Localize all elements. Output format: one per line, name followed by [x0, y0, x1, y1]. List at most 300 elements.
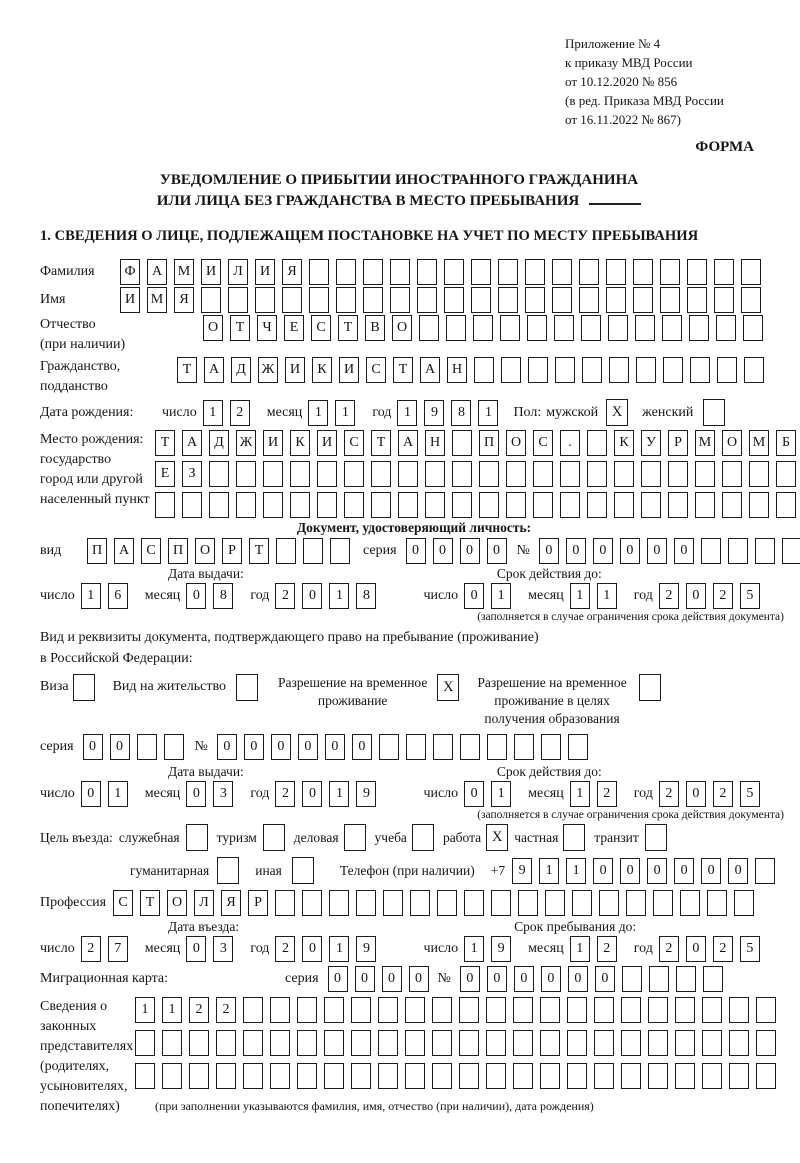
form-cell[interactable]: С — [366, 357, 386, 383]
form-cell[interactable] — [717, 357, 737, 383]
form-cell[interactable] — [567, 997, 587, 1023]
form-cell[interactable]: 8 — [451, 400, 471, 426]
form-cell[interactable]: 1 — [308, 400, 328, 426]
form-cell[interactable]: Т — [393, 357, 413, 383]
form-cell[interactable] — [189, 1030, 209, 1056]
form-cell[interactable] — [398, 461, 418, 487]
form-cell[interactable]: Д — [209, 430, 229, 456]
form-cell[interactable]: 0 — [302, 936, 322, 962]
form-cell[interactable]: П — [168, 538, 188, 564]
form-cell[interactable] — [452, 461, 472, 487]
purpose-study-checkbox[interactable] — [412, 824, 434, 851]
form-cell[interactable]: С — [533, 430, 553, 456]
form-cell[interactable] — [486, 1063, 506, 1089]
visa-checkbox[interactable] — [73, 674, 95, 701]
form-cell[interactable] — [417, 259, 437, 285]
form-cell[interactable]: 2 — [81, 936, 101, 962]
form-cell[interactable] — [594, 997, 614, 1023]
form-cell[interactable] — [680, 890, 700, 916]
form-cell[interactable]: 6 — [108, 583, 128, 609]
form-cell[interactable]: В — [365, 315, 385, 341]
form-cell[interactable]: 0 — [487, 966, 507, 992]
form-cell[interactable]: Л — [228, 259, 248, 285]
form-cell[interactable] — [379, 734, 399, 760]
residence-permit-checkbox[interactable] — [236, 674, 258, 701]
form-cell[interactable]: Н — [447, 357, 467, 383]
form-cell[interactable] — [755, 858, 775, 884]
form-cell[interactable] — [540, 1063, 560, 1089]
form-cell[interactable]: 0 — [298, 734, 318, 760]
form-cell[interactable]: 1 — [329, 936, 349, 962]
form-cell[interactable] — [137, 734, 157, 760]
form-cell[interactable] — [486, 997, 506, 1023]
form-cell[interactable] — [459, 997, 479, 1023]
form-cell[interactable] — [527, 315, 547, 341]
form-cell[interactable] — [734, 890, 754, 916]
form-cell[interactable] — [479, 492, 499, 518]
form-cell[interactable]: 0 — [620, 538, 640, 564]
form-cell[interactable]: 1 — [597, 583, 617, 609]
form-cell[interactable] — [378, 1063, 398, 1089]
purpose-official-checkbox[interactable] — [186, 824, 208, 851]
form-cell[interactable] — [371, 461, 391, 487]
form-cell[interactable] — [317, 492, 337, 518]
form-cell[interactable] — [545, 890, 565, 916]
form-cell[interactable] — [270, 1030, 290, 1056]
female-checkbox[interactable] — [703, 399, 725, 426]
form-cell[interactable]: 0 — [674, 858, 694, 884]
form-cell[interactable]: А — [182, 430, 202, 456]
form-cell[interactable] — [649, 966, 669, 992]
form-cell[interactable] — [614, 461, 634, 487]
form-cell[interactable]: 0 — [271, 734, 291, 760]
form-cell[interactable] — [533, 461, 553, 487]
form-cell[interactable]: 2 — [275, 781, 295, 807]
form-cell[interactable]: 0 — [541, 966, 561, 992]
purpose-humanitarian-checkbox[interactable] — [217, 857, 239, 884]
form-cell[interactable]: 1 — [135, 997, 155, 1023]
form-cell[interactable]: Е — [284, 315, 304, 341]
form-cell[interactable] — [330, 538, 350, 564]
form-cell[interactable] — [425, 492, 445, 518]
form-cell[interactable] — [433, 734, 453, 760]
form-cell[interactable]: Н — [425, 430, 445, 456]
form-cell[interactable] — [579, 259, 599, 285]
form-cell[interactable] — [479, 461, 499, 487]
form-cell[interactable] — [275, 890, 295, 916]
form-cell[interactable]: Ф — [120, 259, 140, 285]
form-cell[interactable] — [782, 538, 800, 564]
form-cell[interactable] — [309, 287, 329, 313]
form-cell[interactable]: 0 — [514, 966, 534, 992]
form-cell[interactable]: 1 — [108, 781, 128, 807]
form-cell[interactable]: 0 — [244, 734, 264, 760]
form-cell[interactable] — [501, 357, 521, 383]
form-cell[interactable] — [270, 997, 290, 1023]
form-cell[interactable]: А — [420, 357, 440, 383]
form-cell[interactable]: 1 — [478, 400, 498, 426]
form-cell[interactable] — [675, 997, 695, 1023]
form-cell[interactable]: 0 — [302, 583, 322, 609]
form-cell[interactable]: 2 — [275, 583, 295, 609]
form-cell[interactable]: Т — [249, 538, 269, 564]
form-cell[interactable]: О — [722, 430, 742, 456]
form-cell[interactable]: 0 — [686, 781, 706, 807]
form-cell[interactable]: И — [255, 259, 275, 285]
form-cell[interactable] — [425, 461, 445, 487]
form-cell[interactable]: 1 — [570, 936, 590, 962]
form-cell[interactable] — [552, 287, 572, 313]
form-cell[interactable]: К — [290, 430, 310, 456]
form-cell[interactable] — [707, 890, 727, 916]
form-cell[interactable] — [690, 357, 710, 383]
form-cell[interactable]: 0 — [217, 734, 237, 760]
form-cell[interactable] — [756, 997, 776, 1023]
form-cell[interactable] — [648, 1063, 668, 1089]
form-cell[interactable] — [209, 492, 229, 518]
form-cell[interactable]: Д — [231, 357, 251, 383]
form-cell[interactable]: 9 — [424, 400, 444, 426]
form-cell[interactable] — [702, 1030, 722, 1056]
form-cell[interactable] — [676, 966, 696, 992]
form-cell[interactable] — [255, 287, 275, 313]
form-cell[interactable] — [324, 1063, 344, 1089]
form-cell[interactable]: 0 — [568, 966, 588, 992]
form-cell[interactable]: 2 — [713, 583, 733, 609]
form-cell[interactable]: 0 — [595, 966, 615, 992]
form-cell[interactable]: 0 — [674, 538, 694, 564]
form-cell[interactable] — [164, 734, 184, 760]
form-cell[interactable] — [513, 1063, 533, 1089]
form-cell[interactable]: 2 — [659, 781, 679, 807]
purpose-work-checkbox[interactable]: X — [486, 824, 508, 851]
form-cell[interactable] — [749, 461, 769, 487]
purpose-private-checkbox[interactable] — [563, 824, 585, 851]
form-cell[interactable]: 2 — [597, 936, 617, 962]
form-cell[interactable]: Ж — [258, 357, 278, 383]
form-cell[interactable]: 0 — [686, 583, 706, 609]
form-cell[interactable] — [162, 1030, 182, 1056]
form-cell[interactable] — [744, 357, 764, 383]
form-cell[interactable] — [464, 890, 484, 916]
form-cell[interactable] — [419, 315, 439, 341]
form-cell[interactable]: 8 — [356, 583, 376, 609]
form-cell[interactable] — [209, 461, 229, 487]
form-cell[interactable] — [555, 357, 575, 383]
form-cell[interactable]: 1 — [397, 400, 417, 426]
form-cell[interactable]: 8 — [213, 583, 233, 609]
form-cell[interactable]: 2 — [597, 781, 617, 807]
form-cell[interactable] — [668, 461, 688, 487]
form-cell[interactable]: 0 — [460, 538, 480, 564]
form-cell[interactable]: Б — [776, 430, 796, 456]
form-cell[interactable]: О — [392, 315, 412, 341]
form-cell[interactable]: 1 — [566, 858, 586, 884]
form-cell[interactable]: 0 — [460, 966, 480, 992]
form-cell[interactable]: 0 — [539, 538, 559, 564]
form-cell[interactable]: 0 — [186, 936, 206, 962]
form-cell[interactable] — [336, 259, 356, 285]
form-cell[interactable] — [668, 492, 688, 518]
form-cell[interactable]: М — [174, 259, 194, 285]
form-cell[interactable]: 2 — [189, 997, 209, 1023]
form-cell[interactable]: 1 — [491, 583, 511, 609]
form-cell[interactable] — [303, 538, 323, 564]
form-cell[interactable] — [473, 315, 493, 341]
form-cell[interactable] — [189, 1063, 209, 1089]
form-cell[interactable] — [525, 287, 545, 313]
form-cell[interactable] — [722, 492, 742, 518]
form-cell[interactable]: У — [641, 430, 661, 456]
form-cell[interactable]: 2 — [659, 583, 679, 609]
form-cell[interactable] — [324, 1030, 344, 1056]
form-cell[interactable]: И — [339, 357, 359, 383]
form-cell[interactable]: 2 — [713, 936, 733, 962]
form-cell[interactable]: Ж — [236, 430, 256, 456]
form-cell[interactable]: Л — [194, 890, 214, 916]
form-cell[interactable]: 9 — [356, 781, 376, 807]
form-cell[interactable] — [324, 997, 344, 1023]
form-cell[interactable]: О — [506, 430, 526, 456]
form-cell[interactable] — [459, 1030, 479, 1056]
form-cell[interactable]: А — [114, 538, 134, 564]
form-cell[interactable] — [568, 734, 588, 760]
temp-residence-edu-checkbox[interactable] — [639, 674, 661, 701]
form-cell[interactable]: О — [195, 538, 215, 564]
form-cell[interactable] — [290, 492, 310, 518]
form-cell[interactable]: 1 — [329, 583, 349, 609]
form-cell[interactable]: Р — [248, 890, 268, 916]
form-cell[interactable] — [155, 492, 175, 518]
form-cell[interactable] — [755, 538, 775, 564]
form-cell[interactable]: 0 — [83, 734, 103, 760]
temp-residence-checkbox[interactable]: X — [437, 674, 459, 701]
form-cell[interactable] — [714, 259, 734, 285]
form-cell[interactable] — [626, 890, 646, 916]
form-cell[interactable] — [491, 890, 511, 916]
form-cell[interactable] — [687, 287, 707, 313]
form-cell[interactable] — [528, 357, 548, 383]
form-cell[interactable]: Ч — [257, 315, 277, 341]
form-cell[interactable]: П — [87, 538, 107, 564]
form-cell[interactable] — [675, 1063, 695, 1089]
form-cell[interactable]: 0 — [701, 858, 721, 884]
form-cell[interactable]: 1 — [81, 583, 101, 609]
form-cell[interactable]: 0 — [325, 734, 345, 760]
form-cell[interactable] — [525, 259, 545, 285]
form-cell[interactable]: 0 — [433, 538, 453, 564]
form-cell[interactable]: 2 — [230, 400, 250, 426]
form-cell[interactable] — [432, 1030, 452, 1056]
form-cell[interactable]: 5 — [740, 781, 760, 807]
form-cell[interactable]: 1 — [570, 781, 590, 807]
form-cell[interactable]: О — [167, 890, 187, 916]
form-cell[interactable]: Е — [155, 461, 175, 487]
form-cell[interactable]: Я — [174, 287, 194, 313]
form-cell[interactable] — [378, 1030, 398, 1056]
form-cell[interactable] — [660, 259, 680, 285]
form-cell[interactable]: С — [113, 890, 133, 916]
form-cell[interactable] — [716, 315, 736, 341]
form-cell[interactable] — [572, 890, 592, 916]
form-cell[interactable] — [162, 1063, 182, 1089]
form-cell[interactable] — [405, 1030, 425, 1056]
form-cell[interactable] — [513, 997, 533, 1023]
form-cell[interactable]: 2 — [275, 936, 295, 962]
form-cell[interactable]: 0 — [647, 858, 667, 884]
form-cell[interactable]: Т — [140, 890, 160, 916]
form-cell[interactable]: И — [285, 357, 305, 383]
form-cell[interactable] — [432, 997, 452, 1023]
form-cell[interactable] — [297, 1030, 317, 1056]
form-cell[interactable]: 5 — [740, 936, 760, 962]
form-cell[interactable] — [533, 492, 553, 518]
form-cell[interactable] — [302, 890, 322, 916]
form-cell[interactable] — [459, 1063, 479, 1089]
form-cell[interactable] — [641, 492, 661, 518]
form-cell[interactable] — [410, 890, 430, 916]
form-cell[interactable] — [290, 461, 310, 487]
purpose-tourism-checkbox[interactable] — [263, 824, 285, 851]
form-cell[interactable] — [351, 1063, 371, 1089]
form-cell[interactable]: Т — [371, 430, 391, 456]
form-cell[interactable] — [702, 997, 722, 1023]
form-cell[interactable] — [662, 315, 682, 341]
form-cell[interactable]: 1 — [570, 583, 590, 609]
form-cell[interactable]: 0 — [406, 538, 426, 564]
form-cell[interactable]: И — [120, 287, 140, 313]
form-cell[interactable] — [276, 538, 296, 564]
form-cell[interactable] — [722, 461, 742, 487]
form-cell[interactable] — [336, 287, 356, 313]
form-cell[interactable]: М — [147, 287, 167, 313]
form-cell[interactable] — [344, 461, 364, 487]
form-cell[interactable]: 9 — [512, 858, 532, 884]
form-cell[interactable]: 0 — [593, 858, 613, 884]
form-cell[interactable] — [560, 492, 580, 518]
form-cell[interactable] — [406, 734, 426, 760]
form-cell[interactable] — [363, 259, 383, 285]
form-cell[interactable]: А — [398, 430, 418, 456]
form-cell[interactable]: 0 — [620, 858, 640, 884]
form-cell[interactable] — [695, 492, 715, 518]
form-cell[interactable] — [594, 1063, 614, 1089]
form-cell[interactable]: С — [311, 315, 331, 341]
form-cell[interactable] — [405, 997, 425, 1023]
form-cell[interactable] — [689, 315, 709, 341]
form-cell[interactable]: 5 — [740, 583, 760, 609]
form-cell[interactable] — [714, 287, 734, 313]
form-cell[interactable]: 0 — [566, 538, 586, 564]
form-cell[interactable] — [263, 461, 283, 487]
form-cell[interactable] — [609, 357, 629, 383]
purpose-transit-checkbox[interactable] — [645, 824, 667, 851]
form-cell[interactable] — [608, 315, 628, 341]
form-cell[interactable] — [390, 287, 410, 313]
form-cell[interactable]: 1 — [491, 781, 511, 807]
form-cell[interactable]: 9 — [356, 936, 376, 962]
form-cell[interactable] — [560, 461, 580, 487]
form-cell[interactable] — [405, 1063, 425, 1089]
form-cell[interactable] — [356, 890, 376, 916]
form-cell[interactable] — [513, 1030, 533, 1056]
form-cell[interactable]: 7 — [108, 936, 128, 962]
form-cell[interactable] — [518, 890, 538, 916]
form-cell[interactable] — [756, 1030, 776, 1056]
form-cell[interactable]: 0 — [302, 781, 322, 807]
form-cell[interactable]: 0 — [464, 583, 484, 609]
form-cell[interactable] — [309, 259, 329, 285]
form-cell[interactable] — [437, 890, 457, 916]
form-cell[interactable]: 0 — [355, 966, 375, 992]
form-cell[interactable] — [622, 966, 642, 992]
form-cell[interactable]: Я — [221, 890, 241, 916]
form-cell[interactable] — [351, 997, 371, 1023]
form-cell[interactable] — [587, 492, 607, 518]
form-cell[interactable]: К — [312, 357, 332, 383]
form-cell[interactable] — [446, 315, 466, 341]
form-cell[interactable] — [606, 287, 626, 313]
form-cell[interactable] — [635, 315, 655, 341]
form-cell[interactable]: З — [182, 461, 202, 487]
form-cell[interactable] — [371, 492, 391, 518]
form-cell[interactable] — [729, 1030, 749, 1056]
form-cell[interactable] — [344, 492, 364, 518]
form-cell[interactable] — [452, 492, 472, 518]
form-cell[interactable]: Р — [668, 430, 688, 456]
form-cell[interactable] — [417, 287, 437, 313]
form-cell[interactable] — [636, 357, 656, 383]
form-cell[interactable]: С — [344, 430, 364, 456]
form-cell[interactable]: 1 — [162, 997, 182, 1023]
form-cell[interactable] — [554, 315, 574, 341]
form-cell[interactable] — [243, 997, 263, 1023]
form-cell[interactable] — [228, 287, 248, 313]
form-cell[interactable]: Т — [230, 315, 250, 341]
purpose-other-checkbox[interactable] — [292, 857, 314, 884]
form-cell[interactable]: 9 — [491, 936, 511, 962]
form-cell[interactable] — [540, 997, 560, 1023]
form-cell[interactable] — [329, 890, 349, 916]
form-cell[interactable]: 0 — [328, 966, 348, 992]
form-cell[interactable] — [728, 538, 748, 564]
form-cell[interactable]: А — [204, 357, 224, 383]
form-cell[interactable] — [741, 259, 761, 285]
form-cell[interactable]: 1 — [335, 400, 355, 426]
form-cell[interactable]: 1 — [329, 781, 349, 807]
form-cell[interactable] — [541, 734, 561, 760]
form-cell[interactable]: С — [141, 538, 161, 564]
form-cell[interactable] — [471, 287, 491, 313]
form-cell[interactable] — [567, 1063, 587, 1089]
form-cell[interactable] — [587, 430, 607, 456]
form-cell[interactable]: . — [560, 430, 580, 456]
form-cell[interactable] — [687, 259, 707, 285]
form-cell[interactable] — [756, 1063, 776, 1089]
form-cell[interactable] — [552, 259, 572, 285]
form-cell[interactable] — [579, 287, 599, 313]
form-cell[interactable] — [243, 1030, 263, 1056]
form-cell[interactable] — [729, 997, 749, 1023]
form-cell[interactable]: 0 — [186, 781, 206, 807]
form-cell[interactable] — [648, 997, 668, 1023]
form-cell[interactable] — [633, 287, 653, 313]
form-cell[interactable]: 0 — [409, 966, 429, 992]
form-cell[interactable] — [216, 1063, 236, 1089]
form-cell[interactable]: 2 — [713, 781, 733, 807]
form-cell[interactable] — [614, 492, 634, 518]
form-cell[interactable] — [663, 357, 683, 383]
